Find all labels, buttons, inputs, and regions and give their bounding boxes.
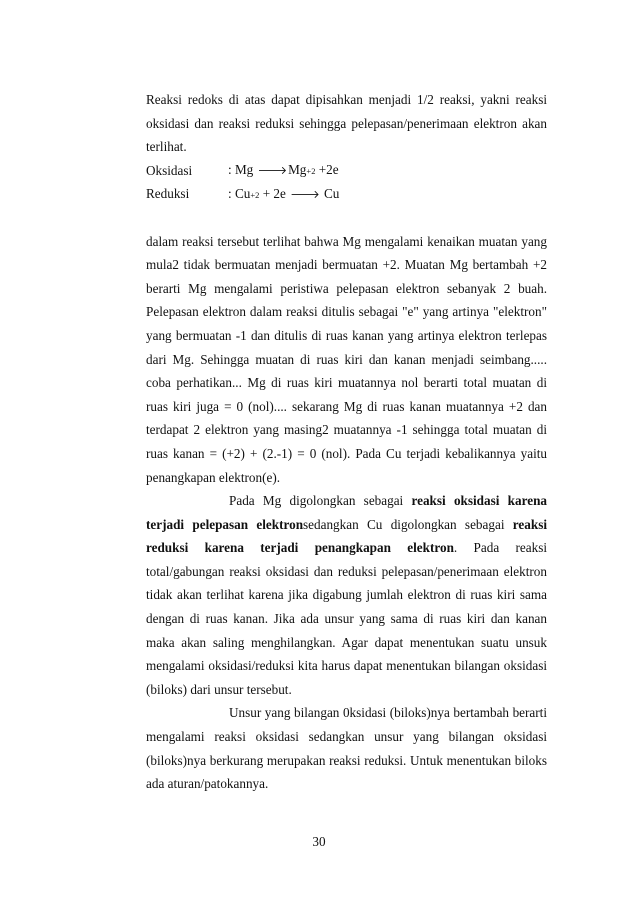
- page-number: 30: [312, 834, 326, 849]
- oxidation-label: Oksidasi: [146, 162, 193, 178]
- oxidation-product: Mg: [288, 162, 307, 178]
- classification-text-1: Pada Mg digolongkan sebagai: [229, 493, 412, 509]
- biloks-paragraph: Unsur yang bilangan 0ksidasi (biloks)nya bertambah berarti mengalami reaksi oksidasi sedangkan unsur yang bilangan oksidasi (biloks)nya berkurang merupakan reaksi reduksi. Untuk menentukan biloks ada aturan/patokannya.: [146, 705, 547, 792]
- oxidation-definition-bold: reaksi oksidasi karena terjadi pelepasan elektron: [146, 493, 547, 532]
- reduction-label: Reduksi: [146, 186, 190, 202]
- reduction-product: Cu: [320, 185, 340, 201]
- arrow-right-icon: 🡒: [257, 164, 288, 178]
- reduction-middle: + 2e: [259, 185, 290, 201]
- classification-text-3: . Pada reaksi total/gabungan reaksi oksidasi dan reduksi pelepasan/penerimaan elektron tidak akan terlihat karena jika digabung jumlah elektron di ruas kiri sama dengan di ruas kanan. Jika ada unsur yang sama di ruas kiri dan kanan maka akan saling menghilangkan. Agar dapat menentukan suatu unsuk mengalami oksidasi/reduksi kita harus dapat menentukan bilangan oksidasi (biloks) dari unsur tersebut.: [146, 540, 548, 697]
- reduction-prefix: : Cu: [228, 185, 251, 201]
- oxidation-prefix: : Mg: [228, 162, 257, 178]
- classification-paragraph: [146, 489, 547, 701]
- arrow-right-icon: 🡒: [290, 187, 320, 201]
- intro-paragraph: Reaksi redoks di atas dapat dipisahkan menjadi 1/2 reaksi, yakni reaksi oksidasi dan reaksi reduksi sehingga pelepasan/penerimaan elektron akan terlihat.: [146, 92, 547, 155]
- reduction-definition-bold: reaksi reduksi karena terjadi penangkapan elektron: [146, 516, 547, 556]
- mg-explanation-paragraph: dalam reaksi tersebut terlihat bahwa Mg mengalami kenaikan muatan yang mula2 tidak bermuatan menjadi bermuatan +2. Muatan Mg bertambah +2 berarti Mg mengalami peristiwa pelepasan elektron sebanyak 2 buah. Pelepasan elektron dalam reaksi ditulis sebagai "e" yang artinya "elektron" yang bermuatan -1 dan ditulis di ruas kanan yang artinya elektron terlepas dari Mg. Sehingga muatan di ruas kiri dan kanan menjadi seimbang..... coba perhatikan... Mg di ruas kiri muatannya nol berarti total muatan di ruas kiri juga = 0 (nol).... sekarang Mg di ruas kanan muatannya +2 dan terdapat 2 elektron yang masing2 muatannya -1 sehingga total muatan di ruas kanan = (+2) + (2.-1) = 0 (nol). Pada Cu terjadi kebalikannya yaitu penangkapan elektron(e).: [146, 233, 547, 485]
- body-text: [146, 88, 547, 796]
- oxidation-suffix: +2e: [315, 162, 339, 178]
- oxidation-equation: Oksidasi : Mg 🡒 Mg +2 +2e: [146, 159, 547, 183]
- reduction-equation: Reduksi : Cu +2 + 2e 🡒 Cu: [146, 182, 547, 206]
- blank-line: [146, 206, 547, 230]
- classification-text-2: sedangkan Cu digolongkan sebagai: [303, 516, 513, 532]
